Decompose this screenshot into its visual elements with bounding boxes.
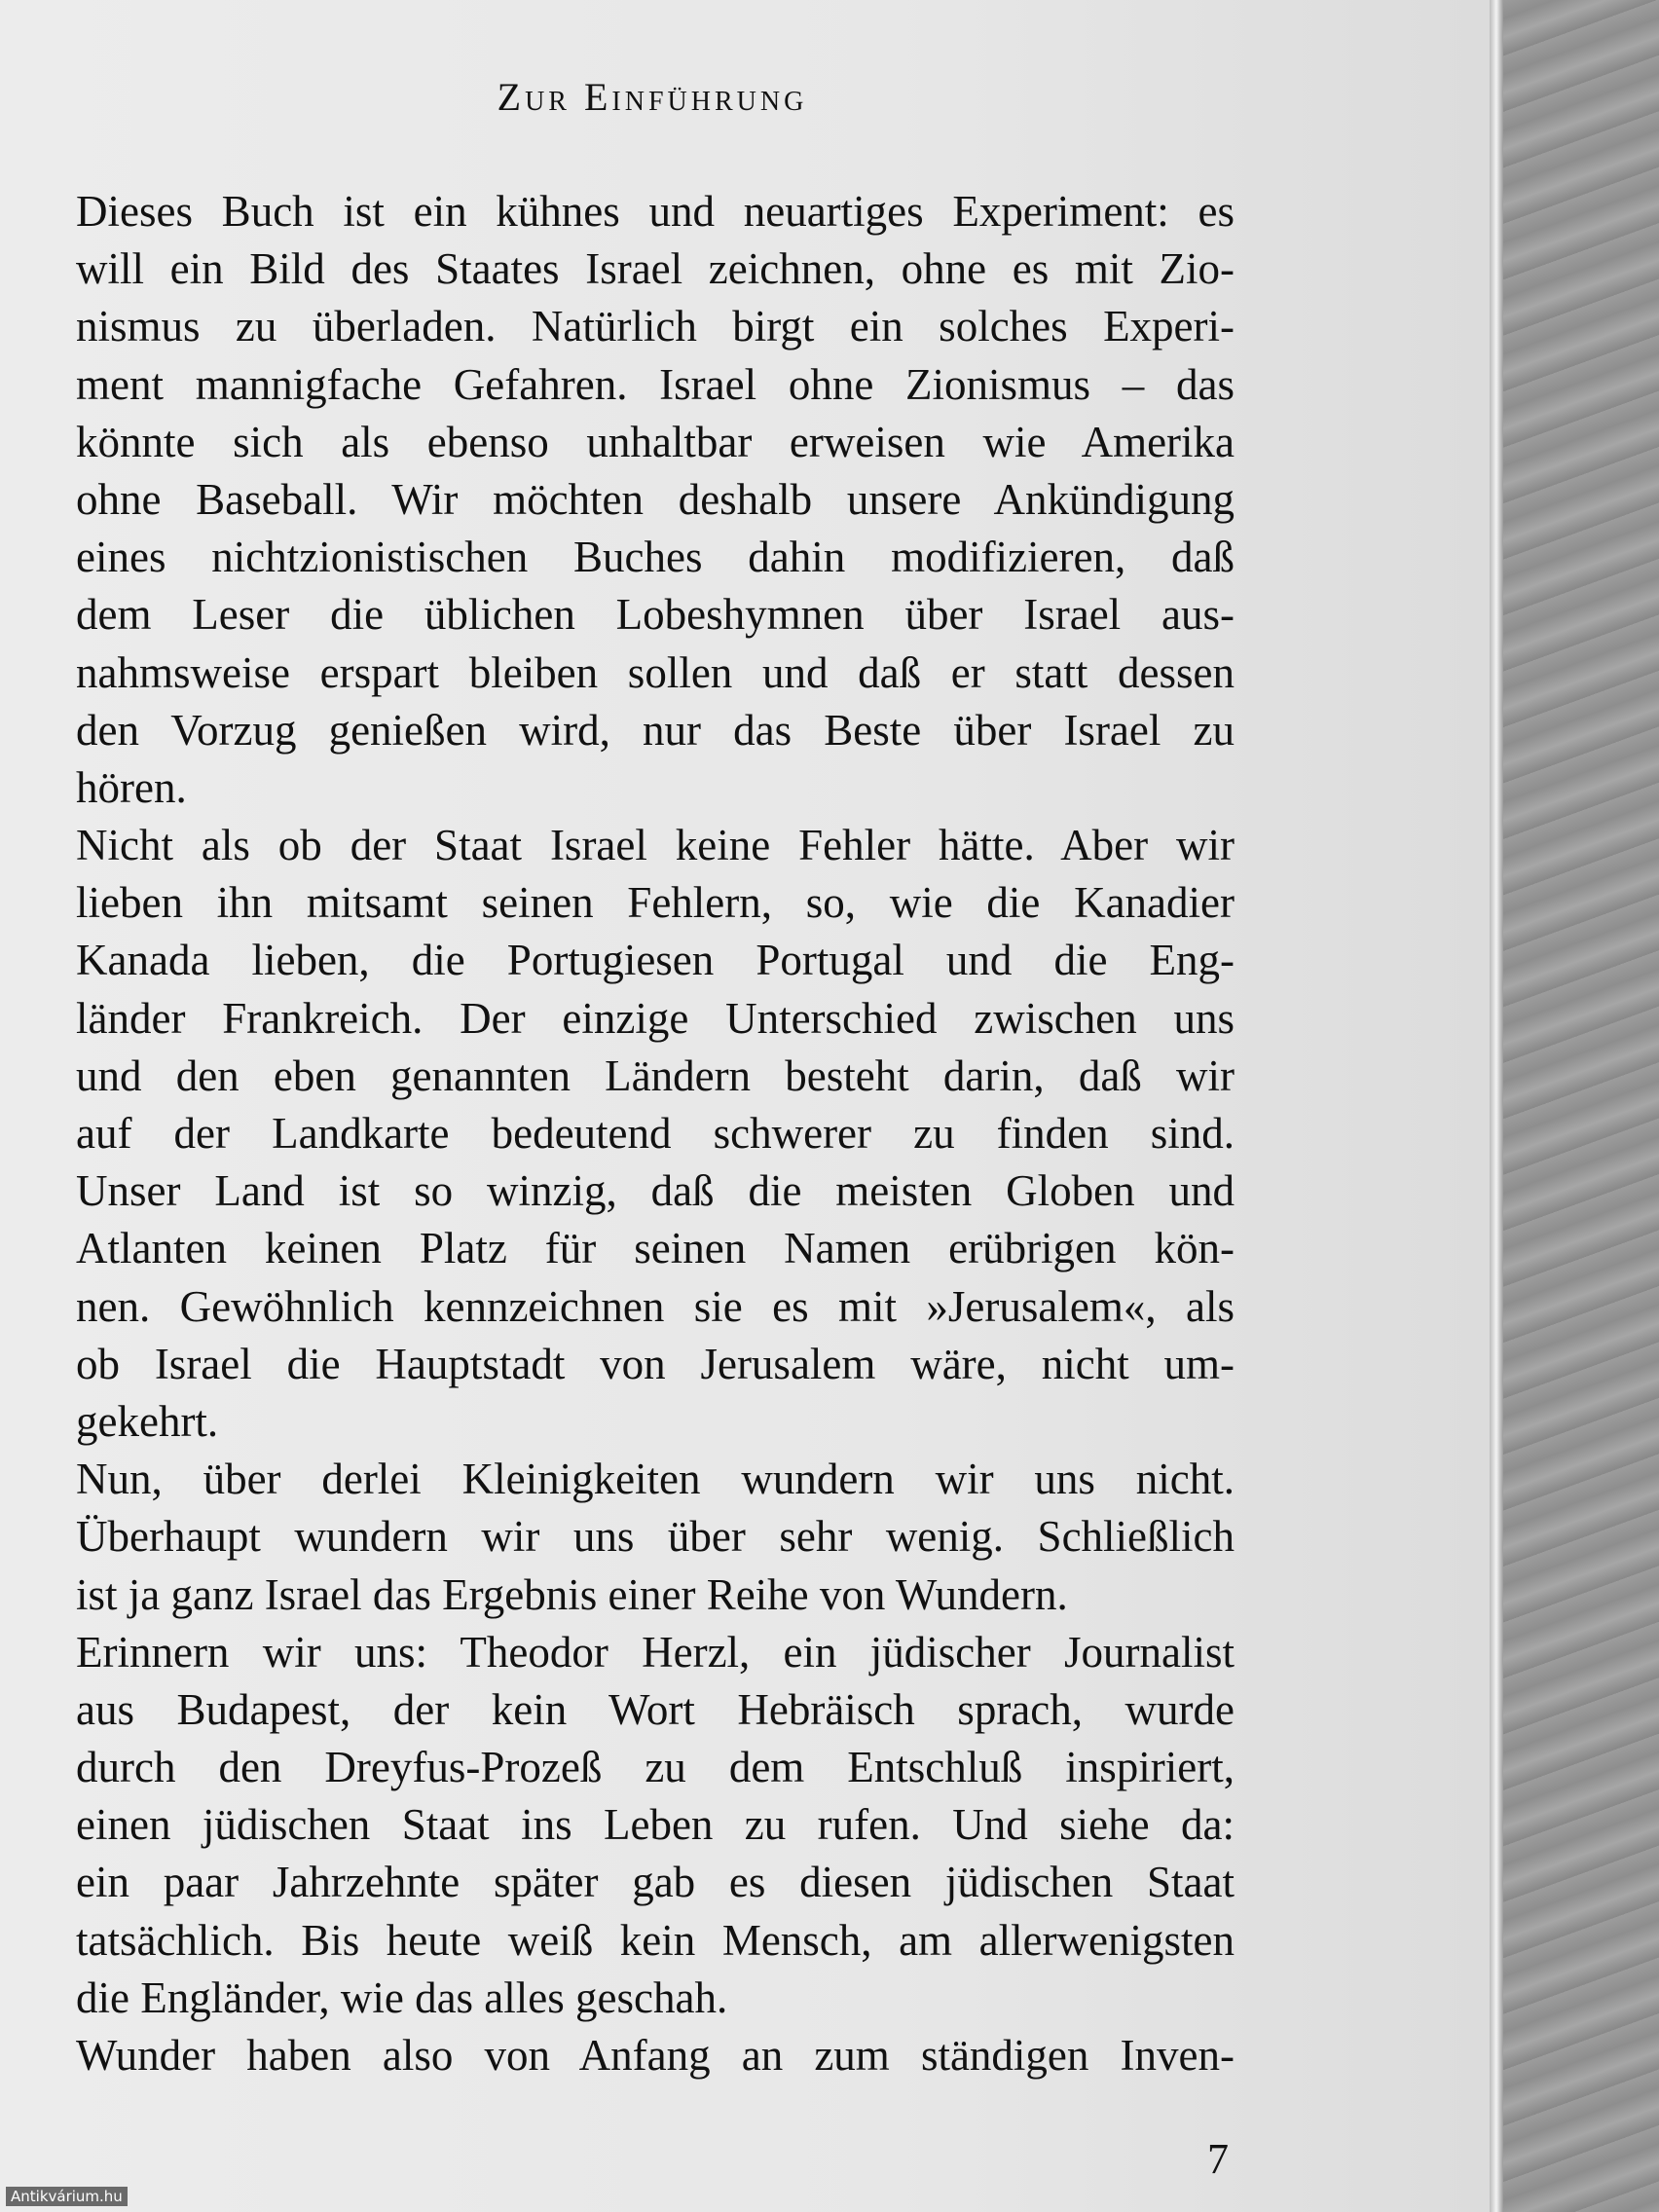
text-line: die Engländer, wie das alles geschah. [76, 1972, 728, 2022]
text-line: durch den Dreyfus-Prozeß zu dem Entschluß inspiriert, [76, 1743, 1235, 1792]
text-line: lieben ihn mitsamt seinen Fehlern, so, wie die Kanadier [76, 878, 1235, 928]
chapter-heading: Zur Einführung [497, 75, 808, 119]
text-line: nismus zu überladen. Natürlich birgt ein solches Experi- [76, 302, 1235, 351]
text-line: eines nichtzionistischen Buches dahin modifizieren, daß [76, 533, 1235, 582]
page-number: 7 [1207, 2135, 1229, 2183]
text-line: auf der Landkarte bedeutend schwerer zu finden sind. [76, 1109, 1235, 1158]
text-line: aus Budapest, der kein Wort Hebräisch sprach, wurde [76, 1684, 1235, 1734]
text-line: Wunder haben also von Anfang an zum ständigen Inven- [76, 2031, 1235, 2080]
body-text [76, 183, 1235, 2084]
text-line: dem Leser die üblichen Lobeshymnen über Israel aus- [76, 590, 1235, 640]
text-line: ein paar Jahrzehnte später gab es diesen jüdischen Staat [76, 1858, 1235, 1907]
text-line: Unser Land ist so winzig, daß die meisten Globen und [76, 1166, 1235, 1216]
text-line: will ein Bild des Staates Israel zeichnen, ohne es mit Zio- [76, 244, 1235, 294]
text-line: Nun, über derlei Kleinigkeiten wundern wir uns nicht. [76, 1455, 1235, 1504]
text-line: und den eben genannten Ländern besteht darin, daß wir [76, 1051, 1235, 1100]
page-edge [1490, 0, 1503, 2212]
text-line: Atlanten keinen Platz für seinen Namen erübrigen kön- [76, 1224, 1235, 1273]
text-line: tatsächlich. Bis heute weiß kein Mensch, am allerwenigsten [76, 1915, 1235, 1965]
text-line: ment mannigfache Gefahren. Israel ohne Zionismus – das [76, 359, 1235, 409]
source-watermark: Antikvárium.hu [6, 2187, 128, 2206]
text-line: nahmsweise erspart bleiben sollen und daß er statt dessen [76, 647, 1235, 697]
text-line: Kanada lieben, die Portugiesen Portugal und die Eng- [76, 936, 1235, 985]
background-surface [1503, 0, 1659, 2212]
text-line: gekehrt. [76, 1396, 219, 1446]
text-line: Dieses Buch ist ein kühnes und neuartiges Experiment: es [76, 187, 1235, 236]
text-line: nen. Gewöhnlich kennzeichnen sie es mit »Jerusalem«, als [76, 1281, 1235, 1331]
text-line: Nicht als ob der Staat Israel keine Fehler hätte. Aber wir [76, 821, 1235, 870]
text-line: länder Frankreich. Der einzige Unterschied zwischen uns [76, 993, 1235, 1043]
text-line: ohne Baseball. Wir möchten deshalb unsere Ankündigung [76, 474, 1235, 524]
text-line: hören. [76, 762, 187, 812]
text-line: ist ja ganz Israel das Ergebnis einer Reihe von Wundern. [76, 1569, 1068, 1619]
text-line: könnte sich als ebenso unhaltbar erweisen wie Amerika [76, 417, 1235, 466]
text-line: Überhaupt wundern wir uns über sehr wenig. Schließlich [76, 1512, 1235, 1562]
text-line: Erinnern wir uns: Theodor Herzl, ein jüdischer Journalist [76, 1627, 1235, 1677]
text-line: ob Israel die Hauptstadt von Jerusalem wäre, nicht um- [76, 1339, 1235, 1388]
text-line: einen jüdischen Staat ins Leben zu rufen. Und siehe da: [76, 1800, 1235, 1850]
text-line: den Vorzug genießen wird, nur das Beste über Israel zu [76, 705, 1235, 755]
